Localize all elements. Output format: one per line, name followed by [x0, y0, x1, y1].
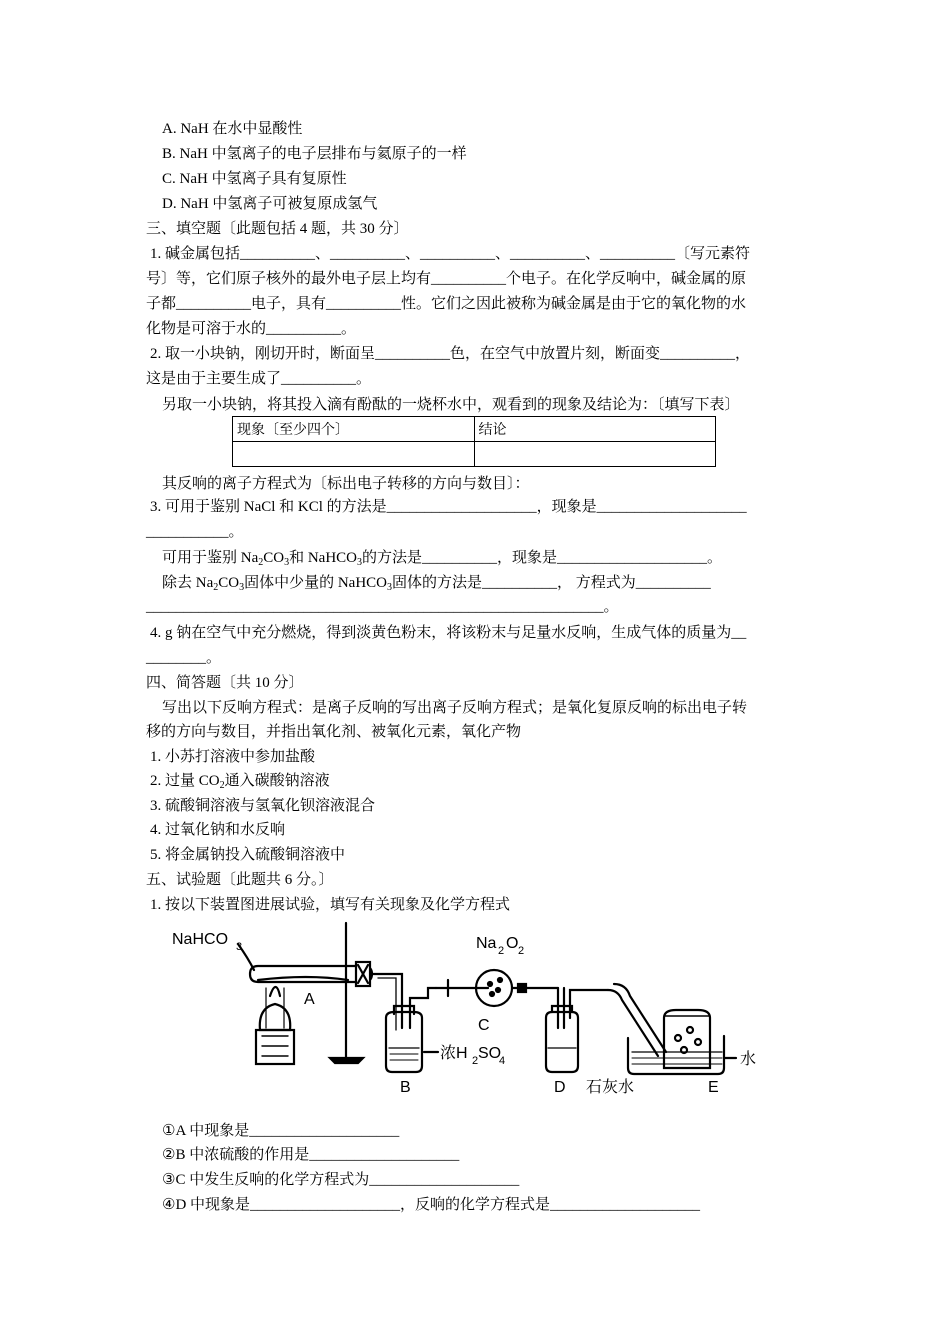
- label-nahco3-sub: 3: [236, 941, 243, 953]
- label-acid-so: SO: [478, 1045, 502, 1062]
- section-3-heading: 三、填空题〔此题包括 4 题，共 30 分〕: [146, 221, 409, 237]
- q3-2-line-2: 这是由于主要生成了__________。: [146, 371, 372, 387]
- option-a: A. NaH 在水中显酸性: [162, 121, 303, 137]
- table-header-phenomenon: 现象〔至少四个〕: [233, 417, 475, 442]
- s4-item-5: 5. 将金属钠投入硫酸铜溶液中: [150, 847, 346, 863]
- table-cell-empty: [474, 442, 716, 467]
- s4-item-4: 4. 过氧化钠和水反响: [150, 822, 286, 838]
- s5-question-1: 1. 按以下装置图进展试验，填写有关现象及化学方程式: [150, 897, 511, 913]
- q3-4-line-2: ________。: [146, 650, 222, 666]
- apparatus-diagram: [158, 918, 778, 1113]
- label-acid-sub: 2: [472, 1055, 479, 1067]
- s4-intro-line-1: 写出以下反响方程式：是离子反响的写出离子反响方程式；是氧化复原反响的标出电子转: [162, 700, 748, 716]
- label-A: A: [304, 991, 315, 1008]
- q3-3-line-2: ___________。: [146, 524, 244, 540]
- s5-answer-4: ④D 中现象是____________________，反响的化学方程式是____________________: [162, 1197, 701, 1213]
- q3-3-line-3: 可用于鉴别 $Na_2CO_3$和 NaHCO$_3$的方法是__________，现象是____________________。: [162, 550, 723, 568]
- label-acid-sub2: 4: [499, 1055, 506, 1067]
- label-water: 水: [740, 1051, 757, 1068]
- table-cell-empty: [233, 442, 475, 467]
- q3-1-line-3: 子都__________电子，具有__________性。它们之因此被称为碱金属是由于它的氧化物的水: [146, 296, 747, 312]
- q3-3-line-4: 除去 $Na_2CO_3$固体中少量的 NaHCO$_3$固体的方法是__________， 方程式为__________: [162, 575, 711, 593]
- label-na2o2-sub: 2: [498, 945, 505, 957]
- observation-table: [232, 416, 716, 467]
- option-d: D. NaH 中氢离子可被复原成氢气: [162, 196, 378, 212]
- s5-answer-1: ①A 中现象是____________________: [162, 1123, 400, 1139]
- table-header-conclusion: 结论: [474, 417, 716, 442]
- option-b: B. NaH 中氢离子的电子层排布与氦原子的一样: [162, 146, 467, 162]
- s4-item-2: 2. 过量 $CO_2$通入碳酸钠溶液: [150, 773, 330, 791]
- label-B: B: [400, 1079, 411, 1096]
- s5-answer-3: ③C 中发生反响的化学方程式为____________________: [162, 1172, 520, 1188]
- q3-1-line-2: 号〕等，它们原子核外的最外电子层上均有__________个电子。在化学反响中，碱金属的原: [146, 271, 747, 287]
- s4-item-3: 3. 硫酸铜溶液与氢氧化钡溶液混合: [150, 798, 376, 814]
- label-acid: 浓H: [440, 1045, 468, 1062]
- label-na2o2-o: O: [506, 935, 519, 952]
- label-nahco3: NaHCO: [172, 931, 229, 948]
- q3-3-line-5: _____________________________________________________________。: [146, 599, 619, 615]
- q3-2-line-3: 另取一小块钠，将其投入滴有酚酞的一烧杯水中，观看到的现象及结论为：〔填写下表〕: [162, 397, 740, 413]
- q3-3-line-1: 3. 可用于鉴别 NaCl 和 KCl 的方法是____________________，现象是____________________: [150, 499, 747, 515]
- label-na2o2-sub2: 2: [518, 945, 525, 957]
- label-C: C: [478, 1017, 490, 1034]
- label-na2o2: Na: [476, 935, 497, 952]
- s4-item-1: 1. 小苏打溶液中参加盐酸: [150, 749, 316, 765]
- q3-1-line-4: 化物是可溶于水的__________。: [146, 321, 357, 337]
- section-4-heading: 四、简答题〔共 10 分〕: [146, 675, 304, 691]
- s4-intro-line-2: 移的方向与数目，并指出氧化剂、被氧化元素，氧化产物: [146, 724, 522, 740]
- q3-2-line-4: 其反响的离子方程式为〔标出电子转移的方向与数目〕：: [162, 476, 530, 492]
- s5-answer-2: ②B 中浓硫酸的作用是____________________: [162, 1147, 460, 1163]
- q3-2-line-1: 2. 取一小块钠，刚切开时，断面呈__________色，在空气中放置片刻，断面变__________，: [150, 346, 751, 362]
- q3-1-line-1: 1. 碱金属包括__________、__________、__________、__________、__________〔写元素符: [150, 246, 751, 262]
- q3-4-line-1: 4. g 钠在空气中充分燃烧，得到淡黄色粉末，将该粉末与足量水反响，生成气体的质量为__: [150, 625, 747, 641]
- option-c: C. NaH 中氢离子具有复原性: [162, 171, 347, 187]
- label-D: D: [554, 1079, 566, 1096]
- section-5-heading: 五、试验题〔此题共 6 分。〕: [146, 872, 334, 888]
- label-E: E: [708, 1079, 719, 1096]
- label-limewater: 石灰水: [586, 1079, 635, 1096]
